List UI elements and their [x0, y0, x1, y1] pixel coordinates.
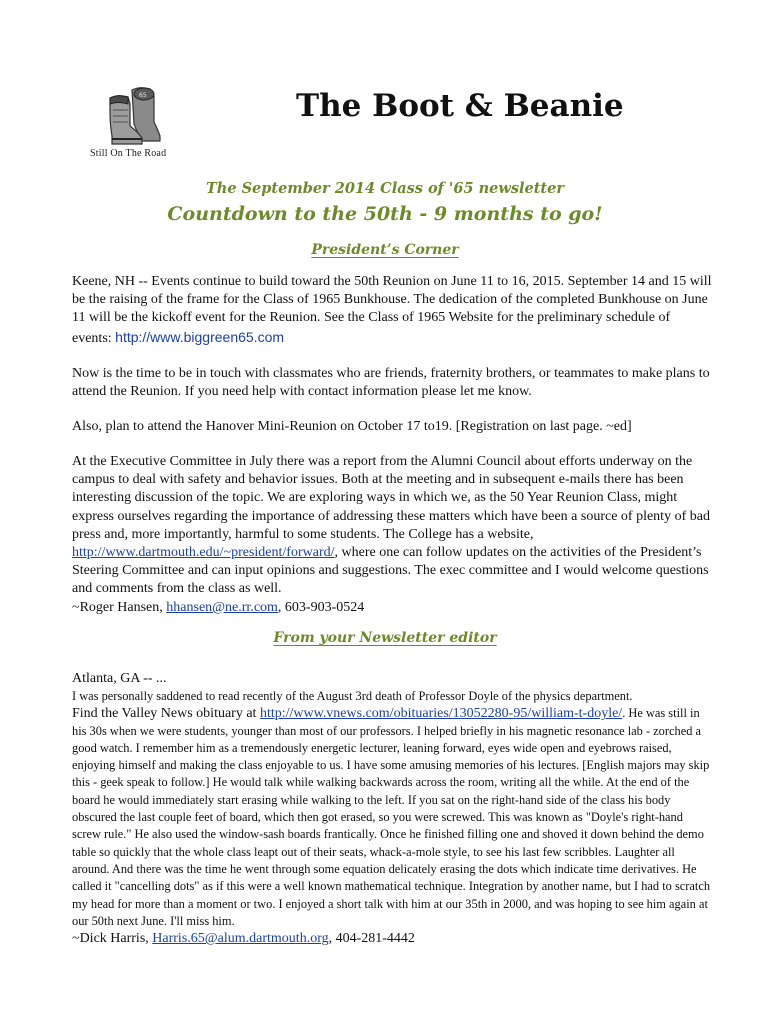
paragraph-doyle-obituary: I was personally saddened to read recently of the August 3rd death of Professor Doyle of the physics department. Find the Valley News obituary at http://www.vnews.com/obituaries/13052280-95/william-t-doyle/. He was still in his 30s when we were students, younger than most of our professors. I helped briefly in his magnetic resonance lab - zorched a good watch. I remember him as a tremendously energetic lecturer, leaning forward, eyes wide open and eyebrows raised, enjoying himself and making the class enjoyable to us. I have some amusing memories of his lectures. [English majors may skip this - geek speak to follow.] He would talk while walking backwards across the room, writing all the while. At the end of the board he would immediately start erasing while walking to the left. If you sat on the right-hand side of the class his body obscured the last couple feet of board, which then got erased, so you were screwed. This was known as "Doyle's right-hand screw rule." He also used the window-sash boards frantically. Once he finished filling one and shoved it down behind the demo table so quickly that the whole class leapt out of their seats, whack-a-mole style, to see his last few scribbles. Laughter all around. And there was the time he went through some equation delicately erasing the dots which indicate time derivatives. He called it "cancelling dots" as if this were a well known mathematical technique. Integration by another name, but I had to scratch my head for more than a moment or two. I enjoyed a short talk with him at our 35th in 2000, and was hoping to see him again at our 50th next June. I'll miss him. ~Dick Harris, Harris.65@alum.dartmouth.org, 404-281-4442: [72, 689, 711, 947]
logo-caption: Still On The Road: [90, 148, 167, 159]
editor-signature: ~Dick Harris,: [72, 931, 153, 947]
svg-text:65: 65: [139, 92, 147, 99]
countdown-headline: Countdown to the 50th - 9 months to go!: [167, 203, 603, 225]
dartmouth-forward-link[interactable]: http://www.dartmouth.edu/~president/forward/: [72, 545, 335, 561]
issue-subtitle: The September 2014 Class of '65 newsletter: [205, 180, 564, 197]
editor-phone: , 404-281-4442: [328, 931, 415, 947]
paragraph-get-in-touch: Now is the time to be in touch with classmates who are friends, fraternity brothers, or teammates to make plans to attend the Reunion. If you need help with contact information please let me know.: [72, 366, 710, 400]
paragraph-reunion-events: Keene, NH -- Events continue to build toward the 50th Reunion on June 11 to 16, 2015. September 14 and 15 will be the raising of the frame for the Class of 1965 Bunkhouse. The dedication of the completed Bunkhouse on June 11 will be the kickoff event for the Reunion. See the Class of 1965 Website for the preliminary schedule of events: http://www.biggreen65.com: [72, 274, 712, 346]
editor-email-link[interactable]: Harris.65@alum.dartmouth.org: [152, 931, 329, 947]
vnews-obituary-link[interactable]: http://www.vnews.com/obituaries/13052280-95/william-t-doyle/: [259, 706, 623, 722]
presidents-corner-heading: President’s Corner: [311, 242, 459, 258]
newsletter-title: The Boot & Beanie: [296, 88, 624, 124]
editor-heading: From your Newsletter editor: [273, 630, 497, 646]
editor-dateline: Atlanta, GA -- ...: [72, 671, 167, 686]
president-phone: , 603-903-0524: [277, 599, 365, 615]
president-email-link[interactable]: hhansen@ne.rr.com: [166, 599, 278, 615]
president-signature: ~Roger Hansen,: [72, 599, 167, 615]
paragraph-executive-committee: At the Executive Committee in July there was a report from the Alumni Council about efforts underway on the campus to deal with safety and behavior issues. Both at the meeting and in subsequent e-mails there has been interesting discussion of the topic. We are exploring ways in which we, as the 50 Year Reunion Class, might express ourselves regarding the importance of addressing these matters which have been a source of plenty of bad press and, more importantly, harmful to some students. The College has a website, http://www.dartmouth.edu/~president/forward/, where one can follow updates on the activities of the President’s Steering Committee and can input opinions and suggestions. The exec committee and I would welcome questions and comments from the class as well. ~Roger Hansen, hhansen@ne.rr.com, 603-903-0524: [72, 454, 710, 615]
newsletter-logo: [88, 84, 188, 159]
boots-icon: [98, 84, 170, 146]
paragraph-mini-reunion: Also, plan to attend the Hanover Mini-Reunion on October 17 to19. [Registration on last page. ~ed]: [72, 419, 632, 434]
class-website-link[interactable]: http://www.biggreen65.com: [115, 328, 285, 345]
